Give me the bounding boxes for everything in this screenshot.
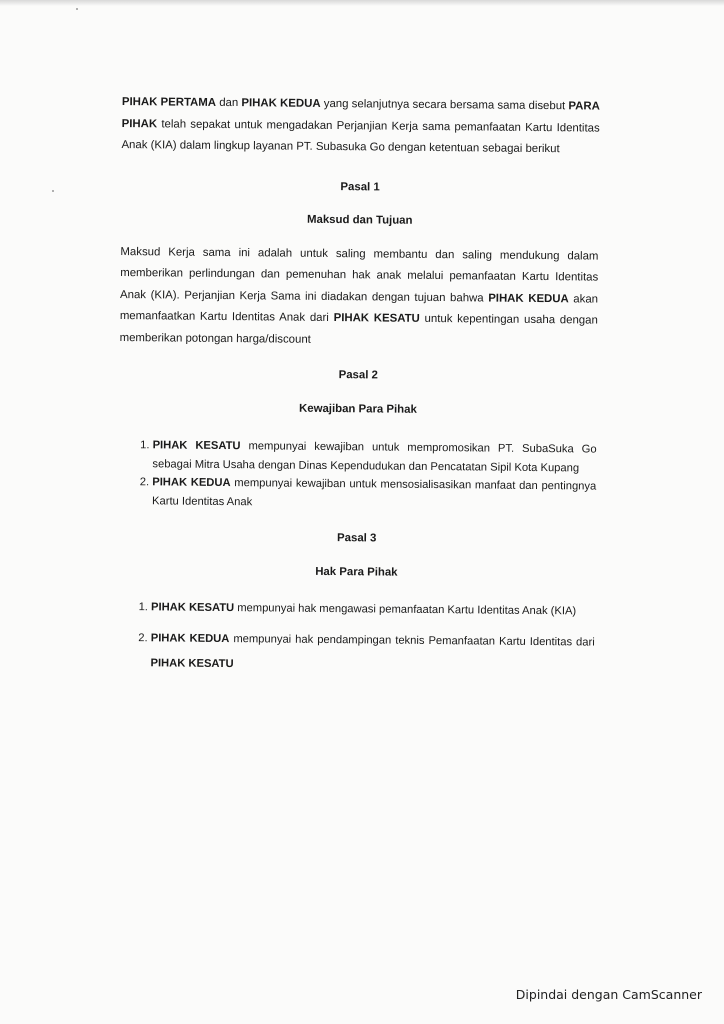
document-body [116, 92, 600, 681]
list-item: 1. PIHAK KESATU mempunyai kewajiban untuk mempromosikan PT. SubaSuka Go sebagai Mitra Usaha dengan Dinas Kependudukan dan Pencatatan Sipil Kota Kupang [152, 436, 596, 477]
party-name: PIHAK KESATU [150, 657, 234, 671]
pasal3-title: Hak Para Pihak [315, 565, 398, 579]
scan-speck [52, 190, 54, 192]
pasal1-paragraph: Maksud Kerja sama ini adalah untuk saling membantu dan saling mendukung dalam memberikan perlindungan dan pemenuhan hak anak melalui pemanfaatan Kartu Identitas Anak (KIA). Perjanjian Kerja Sama ini diadakan dengan tujuan bahwa PIHAK KEDUA akan memanfaatkan Kartu Identitas Anak dari PIHAK KESATU untuk kepentingan usaha dengan memberikan potongan harga/discount [119, 245, 599, 346]
pasal2-title: Kewajiban Para Pihak [299, 402, 417, 416]
party-name: PIHAK PERTAMA [121, 95, 217, 109]
pasal3-list [116, 595, 595, 681]
party-name: PIHAK KEDUA [241, 97, 321, 110]
scan-speck [76, 8, 78, 10]
list-item: 1. PIHAK KESATU mempunyai hak mengawasi pemanfaatan Kartu Identitas Anak (KIA) [151, 595, 595, 624]
list-item: 2. PIHAK KEDUA mempunyai kewajiban untuk mensosialisasikan manfaat dan pentingnya Kartu Identitas Anak [152, 473, 596, 514]
pasal2-number: Pasal 2 [338, 369, 378, 382]
party-name: PARA PIHAK [121, 100, 600, 130]
pasal1-number: Pasal 1 [340, 180, 380, 193]
list-item: 2. PIHAK KEDUA mempunyai hak pendampingan teknis Pemanfaatan Kartu Identitas dari PIHAK KESATU [150, 626, 594, 680]
party-name: PIHAK KEDUA [488, 292, 569, 305]
party-name: PIHAK KESATU [150, 601, 235, 615]
intro-paragraph: PIHAK PERTAMA dan PIHAK KEDUA yang selanjutnya secara bersama sama disebut PARA PIHAK telah sepakat untuk mengadakan Perjanjian Kerja sama pemanfaatan Kartu Identitas Anak (KIA) dalam lingkup layanan PT. Subasuka Go dengan ketentuan sebagai berikut [121, 95, 600, 156]
pasal3-number: Pasal 3 [337, 532, 377, 545]
pasal1-title: Maksud dan Tujuan [306, 213, 413, 227]
page-top-edge [0, 0, 724, 6]
party-name: PIHAK KEDUA [152, 476, 231, 490]
pasal2-list [118, 436, 597, 515]
camscanner-footer: Dipindai dengan CamScanner [515, 987, 702, 1002]
party-name: PIHAK KEDUA [150, 632, 230, 646]
party-name: PIHAK KESATU [152, 439, 241, 453]
party-name: PIHAK KESATU [333, 312, 420, 325]
